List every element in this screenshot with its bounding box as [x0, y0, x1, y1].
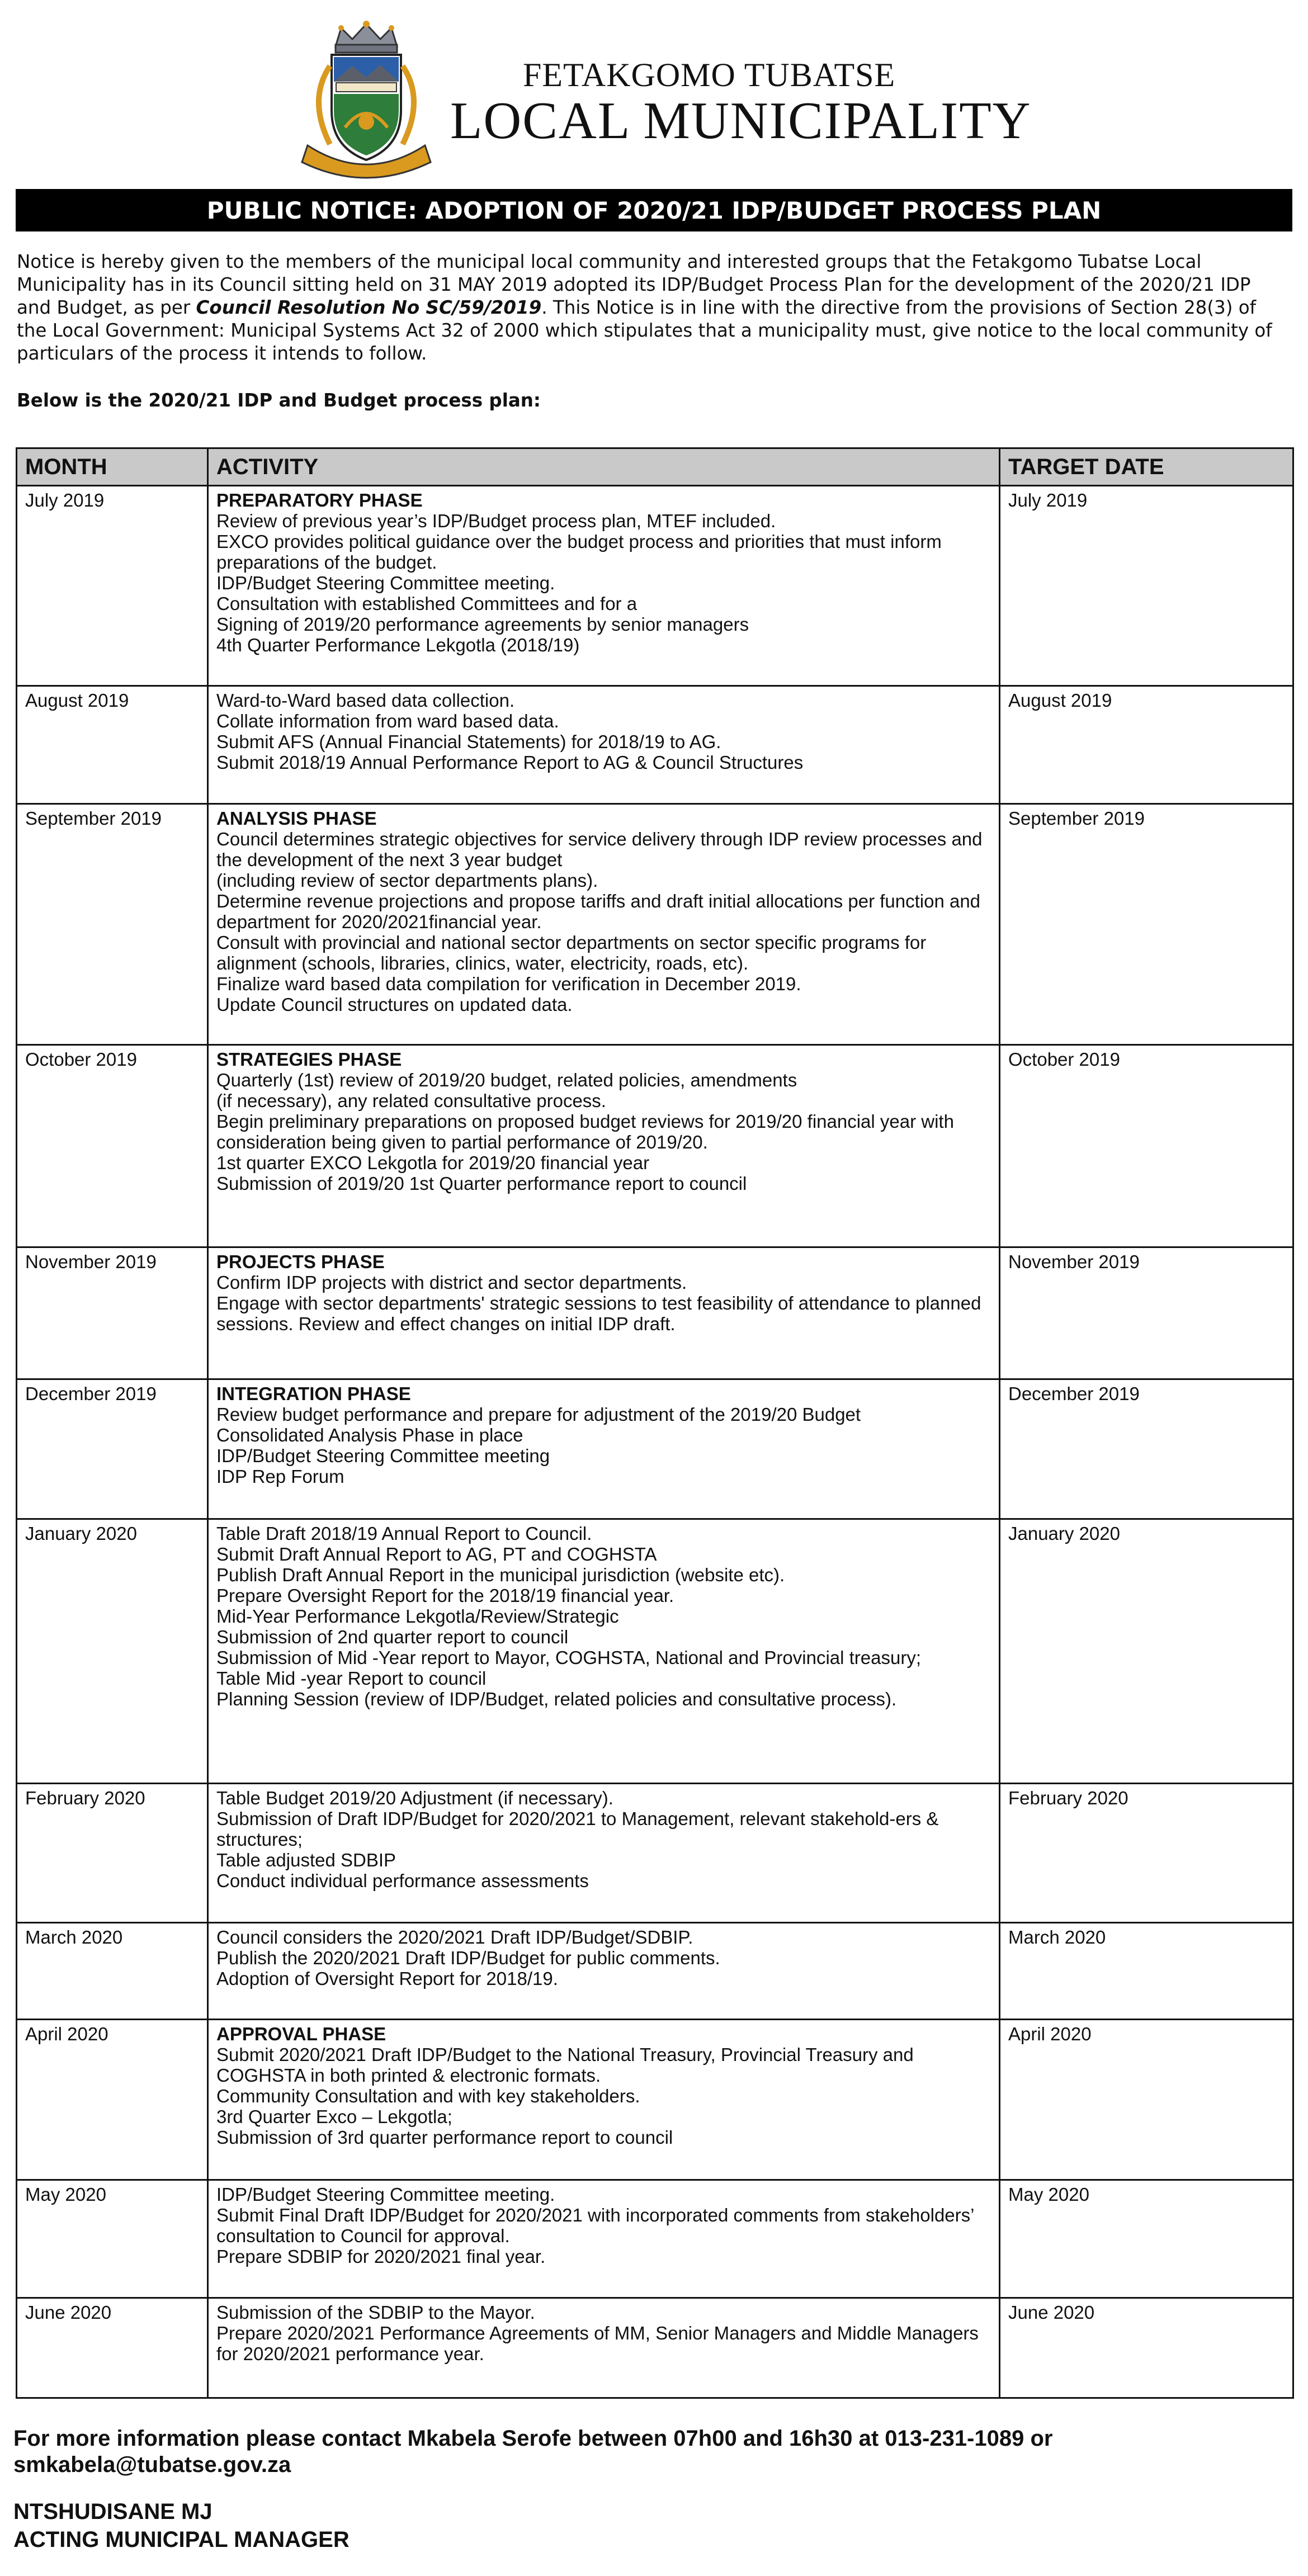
activity-cell [208, 1519, 1000, 1783]
table-row [17, 486, 1293, 686]
month-cell: April 2020 [17, 2019, 208, 2180]
activity-line: Submission of 3rd quarter performance report to council [216, 2126, 673, 2148]
intro-paragraph [17, 250, 1286, 365]
month-cell: February 2020 [17, 1783, 208, 1922]
organization-name-line1: FETAKGOMO TUBATSE [523, 56, 896, 93]
intro-text-start: Notice is hereby given to the members of the municipal local community and interested groups that the Fetakgomo Tubatse Local Municipality has in its Council sitting held on 31 MAY 2019 adopted its IDP/Budget Process Plan for the development of the 2020/21 IDP and Budget, as per [17, 251, 1251, 318]
table-row [17, 1519, 1293, 1783]
activity-cell [208, 1044, 1000, 1247]
activity-line: Council considers the 2020/2021 Draft IDP/Budget/SDBIP. [216, 1926, 693, 1948]
activity-line: Consult with provincial and national sector departments on sector specific programs for alignment (schools, libraries, clinics, water, electricity, roads, etc). [216, 932, 927, 974]
activity-line: IDP/Budget Steering Committee meeting. [216, 573, 555, 593]
phase-label: APPROVAL PHASE [216, 2023, 386, 2044]
activity-line: Begin preliminary preparations on proposed budget reviews for 2019/20 financial year with consideration being given to partial performance of 2019/20. [216, 1110, 954, 1152]
activity-line: Determine revenue projections and propose tariffs and draft initial allocations per function and department for 2020/2021financial year. [216, 891, 981, 933]
activity-line: Consolidated Analysis Phase in place [216, 1425, 523, 1446]
activity-line: 1st quarter EXCO Lekgotla for 2019/20 financial year [216, 1152, 650, 1173]
target-date-cell: November 2019 [1000, 1247, 1293, 1379]
organization-name-line2: LOCAL MUNICIPALITY [450, 92, 1032, 150]
table-row [17, 1379, 1293, 1519]
activity-line: IDP Rep Forum [216, 1466, 344, 1487]
activity-line: Conduct individual performance assessments [216, 1870, 589, 1891]
month-cell: December 2019 [17, 1379, 208, 1519]
column-header-month: MONTH [17, 448, 208, 486]
activity-line: Submission of the SDBIP to the Mayor. [216, 2301, 535, 2323]
month-cell: August 2019 [17, 686, 208, 804]
activity-line: Ward-to-Ward based data collection. [216, 690, 515, 711]
activity-line: Prepare Oversight Report for the 2018/19 financial year. [216, 1585, 674, 1606]
activity-line: (including review of sector departments plans). [216, 870, 598, 891]
target-date-cell: June 2020 [1000, 2298, 1293, 2398]
activity-line: (if necessary), any related consultative process. [216, 1090, 606, 1111]
activity-line: Submission of Draft IDP/Budget for 2020/2021 to Management, relevant stakehold-ers & structures; [216, 1808, 939, 1850]
activity-line: Confirm IDP projects with district and sector departments. [216, 1272, 687, 1293]
activity-line: 3rd Quarter Exco – Lekgotla; [216, 2106, 452, 2127]
table-header-row [17, 448, 1293, 486]
activity-line: EXCO provides political guidance over the budget process and priorities that must inform preparations of the budget. [216, 531, 942, 573]
process-plan-table [16, 447, 1294, 2399]
table-row [17, 2298, 1293, 2398]
activity-cell [208, 1783, 1000, 1922]
activity-line: Finalize ward based data compilation for verification in December 2019. [216, 973, 801, 995]
contact-information: For more information please contact Mkabela Serofe between 07h00 and 16h30 at 013-231-1089 or smkabela@tubatse.gov.za [13, 2426, 1053, 2477]
council-resolution-reference: Council Resolution No SC/59/2019 [196, 297, 542, 318]
process-plan-heading: Below is the 2020/21 IDP and Budget process plan: [17, 390, 541, 411]
table-row [17, 2180, 1293, 2298]
signatory-name: NTSHUDISANE MJ [13, 2499, 213, 2524]
activity-line: Submission of 2019/20 1st Quarter performance report to council [216, 1173, 747, 1194]
column-header-activity: ACTIVITY [208, 448, 1000, 486]
intro-text-end: . This Notice is in line with the directive from the provisions of Section 28(3) of the Local Government: Municipal Systems Act 32 of 2000 which stipulates that a municipality must, give notice to the local community of particulars of the process it intends to follow. [17, 297, 1272, 364]
activity-line: Planning Session (review of IDP/Budget, related policies and consultative process). [216, 1688, 897, 1709]
table-body [17, 486, 1293, 2398]
activity-line: Submit 2020/2021 Draft IDP/Budget to the National Treasury, Provincial Treasury and COGHSTA in both printed & electronic formats. [216, 2044, 914, 2086]
activity-cell [208, 804, 1000, 1045]
activity-cell [208, 1379, 1000, 1519]
activity-line: Table Mid -year Report to council [216, 1667, 487, 1689]
activity-line: Quarterly (1st) review of 2019/20 budget, related policies, amendments [216, 1069, 797, 1090]
target-date-cell: January 2020 [1000, 1519, 1293, 1783]
month-cell: November 2019 [17, 1247, 208, 1379]
header [0, 0, 1308, 185]
month-cell: March 2020 [17, 1922, 208, 2019]
table-row [17, 1247, 1293, 1379]
target-date-cell: December 2019 [1000, 1379, 1293, 1519]
table-row [17, 1044, 1293, 1247]
activity-line: Submit AFS (Annual Financial Statements) for 2018/19 to AG. [216, 731, 721, 753]
phase-label: INTEGRATION PHASE [216, 1383, 411, 1405]
activity-line: Prepare 2020/2021 Performance Agreements of MM, Senior Managers and Middle Managers for 2020/2021 performance year. [216, 2322, 979, 2364]
activity-cell [208, 2019, 1000, 2180]
target-date-cell: September 2019 [1000, 804, 1293, 1045]
activity-cell [208, 1922, 1000, 2019]
activity-line: Consultation with established Committees and for a [216, 593, 638, 614]
activity-cell [208, 486, 1000, 686]
activity-line: Prepare SDBIP for 2020/2021 final year. [216, 2246, 546, 2267]
activity-line: Submission of 2nd quarter report to council [216, 1626, 569, 1647]
notice-title-bar [16, 189, 1292, 231]
month-cell: January 2020 [17, 1519, 208, 1783]
activity-line: Submit 2018/19 Annual Performance Report to AG & Council Structures [216, 752, 804, 773]
target-date-cell: February 2020 [1000, 1783, 1293, 1922]
activity-line: Review budget performance and prepare for adjustment of the 2019/20 Budget [216, 1404, 861, 1425]
activity-line: Table adjusted SDBIP [216, 1849, 396, 1870]
phase-label: PREPARATORY PHASE [216, 490, 423, 511]
table-row [17, 1922, 1293, 2019]
activity-line: Mid-Year Performance Lekgotla/Review/Strategic [216, 1605, 619, 1627]
activity-line: Update Council structures on updated data. [216, 994, 573, 1015]
month-cell: June 2020 [17, 2298, 208, 2398]
phase-label: PROJECTS PHASE [216, 1251, 385, 1272]
month-cell: October 2019 [17, 1044, 208, 1247]
signatory-title: ACTING MUNICIPAL MANAGER [13, 2527, 350, 2552]
target-date-cell: May 2020 [1000, 2180, 1293, 2298]
activity-line: Table Draft 2018/19 Annual Report to Council. [216, 1523, 592, 1544]
table-row [17, 2019, 1293, 2180]
target-date-cell: March 2020 [1000, 1922, 1293, 2019]
activity-line: Submission of Mid -Year report to Mayor, COGHSTA, National and Provincial treasury; [216, 1647, 922, 1668]
target-date-cell: July 2019 [1000, 486, 1293, 686]
activity-cell [208, 686, 1000, 804]
activity-line: Submit Draft Annual Report to AG, PT and COGHSTA [216, 1543, 657, 1564]
activity-line: Engage with sector departments' strategic sessions to test feasibility of attendance to planned sessions. Review and effect changes on initial IDP draft. [216, 1292, 981, 1334]
table-row [17, 1783, 1293, 1922]
month-cell: July 2019 [17, 486, 208, 686]
phase-label: ANALYSIS PHASE [216, 808, 377, 829]
column-header-target-date: TARGET DATE [1000, 448, 1293, 486]
activity-cell [208, 2298, 1000, 2398]
activity-line: IDP/Budget Steering Committee meeting. [216, 2183, 555, 2205]
table-row [17, 686, 1293, 804]
activity-line: Community Consultation and with key stakeholders. [216, 2085, 640, 2106]
activity-line: Publish Draft Annual Report in the municipal jurisdiction (website etc). [216, 1564, 785, 1585]
activity-line: Collate information from ward based data. [216, 711, 559, 732]
phase-label: STRATEGIES PHASE [216, 1048, 402, 1070]
activity-line: IDP/Budget Steering Committee meeting [216, 1445, 550, 1467]
notice-title: PUBLIC NOTICE: ADOPTION OF 2020/21 IDP/BUDGET PROCESS PLAN [206, 196, 1102, 224]
activity-line: 4th Quarter Performance Lekgotla (2018/19) [216, 635, 580, 655]
activity-line: Council determines strategic objectives for service delivery through IDP review processes and the development of the next 3 year budget [216, 829, 983, 871]
activity-line: Publish the 2020/2021 Draft IDP/Budget for public comments. [216, 1947, 720, 1968]
table-row [17, 804, 1293, 1045]
month-cell: September 2019 [17, 804, 208, 1045]
activity-line: Review of previous year’s IDP/Budget process plan, MTEF included. [216, 511, 776, 531]
activity-line: Adoption of Oversight Report for 2018/19. [216, 1968, 558, 1989]
target-date-cell: August 2019 [1000, 686, 1293, 804]
activity-line: Signing of 2019/20 performance agreements by senior managers [216, 614, 749, 635]
activity-line: Table Budget 2019/20 Adjustment (if necessary). [216, 1787, 613, 1808]
target-date-cell: October 2019 [1000, 1044, 1293, 1247]
activity-line: Submit Final Draft IDP/Budget for 2020/2021 with incorporated comments from stakeholders’ consultation to Council for approval. [216, 2204, 974, 2246]
target-date-cell: April 2020 [1000, 2019, 1293, 2180]
activity-cell [208, 1247, 1000, 1379]
municipal-crest-logo [282, 16, 450, 183]
activity-cell [208, 2180, 1000, 2298]
month-cell: May 2020 [17, 2180, 208, 2298]
